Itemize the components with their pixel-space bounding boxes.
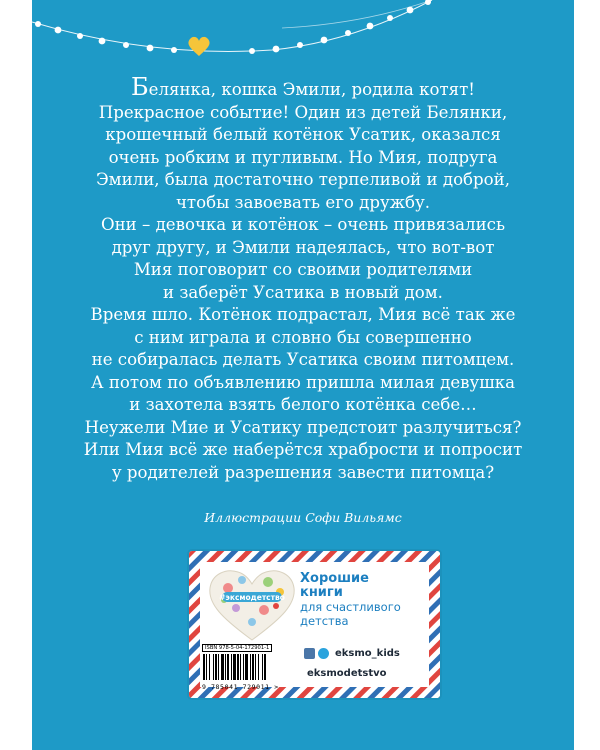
tagline-line: Хорошие bbox=[300, 571, 369, 586]
blurb-line: Прекрасное событие! Один из детей Белянки, bbox=[98, 102, 508, 122]
blurb-line: очень робким и пугливым. Но Мия, подруга bbox=[108, 147, 498, 167]
vk-icon bbox=[304, 648, 315, 659]
airmail-envelope-badge bbox=[189, 551, 440, 698]
blurb-paragraph-3 bbox=[32, 304, 574, 417]
hashtag-label: #эксмодетство bbox=[219, 593, 285, 602]
blurb-line: чтобы завоевать его дружбу. bbox=[175, 192, 431, 212]
blurb-line: друг другу, и Эмили надеялась, что вот-вот bbox=[111, 237, 495, 257]
social-handle: eksmodetstvo bbox=[307, 668, 387, 679]
blurb-line: Они – девочка и котёнок – очень привязались bbox=[101, 215, 505, 234]
isbn-label: ISBN 978-5-04-172901-1 bbox=[202, 644, 272, 652]
tagline-line: для счастливого bbox=[300, 600, 401, 614]
blurb-line: Или Мия всё же наберётся храбрости и попросит bbox=[83, 440, 523, 459]
blurb-line: и захотела взять белого котёнка себе… bbox=[129, 395, 477, 414]
social-row-kids bbox=[304, 648, 400, 659]
blurb-line: у родителей разрешения завести питомца? bbox=[111, 462, 495, 482]
tagline-line: книги bbox=[300, 585, 343, 600]
blurb-line: Неужели Мие и Усатику предстоит разлучиться? bbox=[84, 417, 522, 437]
barcode-number: 9 785041 729011 > bbox=[202, 683, 279, 691]
blurb-line: не собиралась делать Усатика своим питомцем. bbox=[91, 350, 515, 369]
blurb-line: Время шло. Котёнок подрастал, Мия всё так же bbox=[90, 305, 516, 324]
blurb-paragraph-1 bbox=[32, 73, 574, 214]
heart-icon bbox=[188, 37, 209, 56]
blurb-line: А потом по объявлению пришла милая девушка bbox=[91, 372, 515, 392]
illustrator-credit: Иллюстрации Софи Вильямс bbox=[204, 510, 402, 525]
heart-collage-icon bbox=[206, 566, 298, 642]
blurb-line: с ним играла и словно бы совершенно bbox=[134, 327, 472, 347]
telegram-icon bbox=[318, 648, 329, 659]
blurb-line: Мия поговорит со своими родителями bbox=[133, 260, 473, 279]
barcode-icon bbox=[202, 654, 294, 682]
blurb-line: крошечный белый котёнок Усатик, оказался bbox=[105, 125, 501, 144]
blurb-line: Белянка, кошка Эмили, родила котят! bbox=[131, 73, 475, 101]
blurb-paragraph-2 bbox=[32, 214, 574, 304]
blurb-text bbox=[32, 73, 574, 484]
envelope-inner bbox=[200, 562, 429, 691]
back-cover bbox=[32, 0, 574, 750]
tagline-line: детства bbox=[300, 614, 349, 628]
blurb-paragraph-4 bbox=[32, 417, 574, 485]
blurb-line: Эмили, была достаточно терпеливой и доброй, bbox=[95, 170, 510, 189]
drop-cap-letter: Б bbox=[131, 73, 149, 101]
badge-tagline bbox=[300, 572, 428, 628]
social-handle: eksmo_kids bbox=[335, 648, 400, 659]
social-row-detstvo bbox=[304, 668, 387, 679]
blurb-line: и заберёт Усатика в новый дом. bbox=[163, 282, 443, 302]
bead-garland-decoration bbox=[32, 0, 574, 80]
